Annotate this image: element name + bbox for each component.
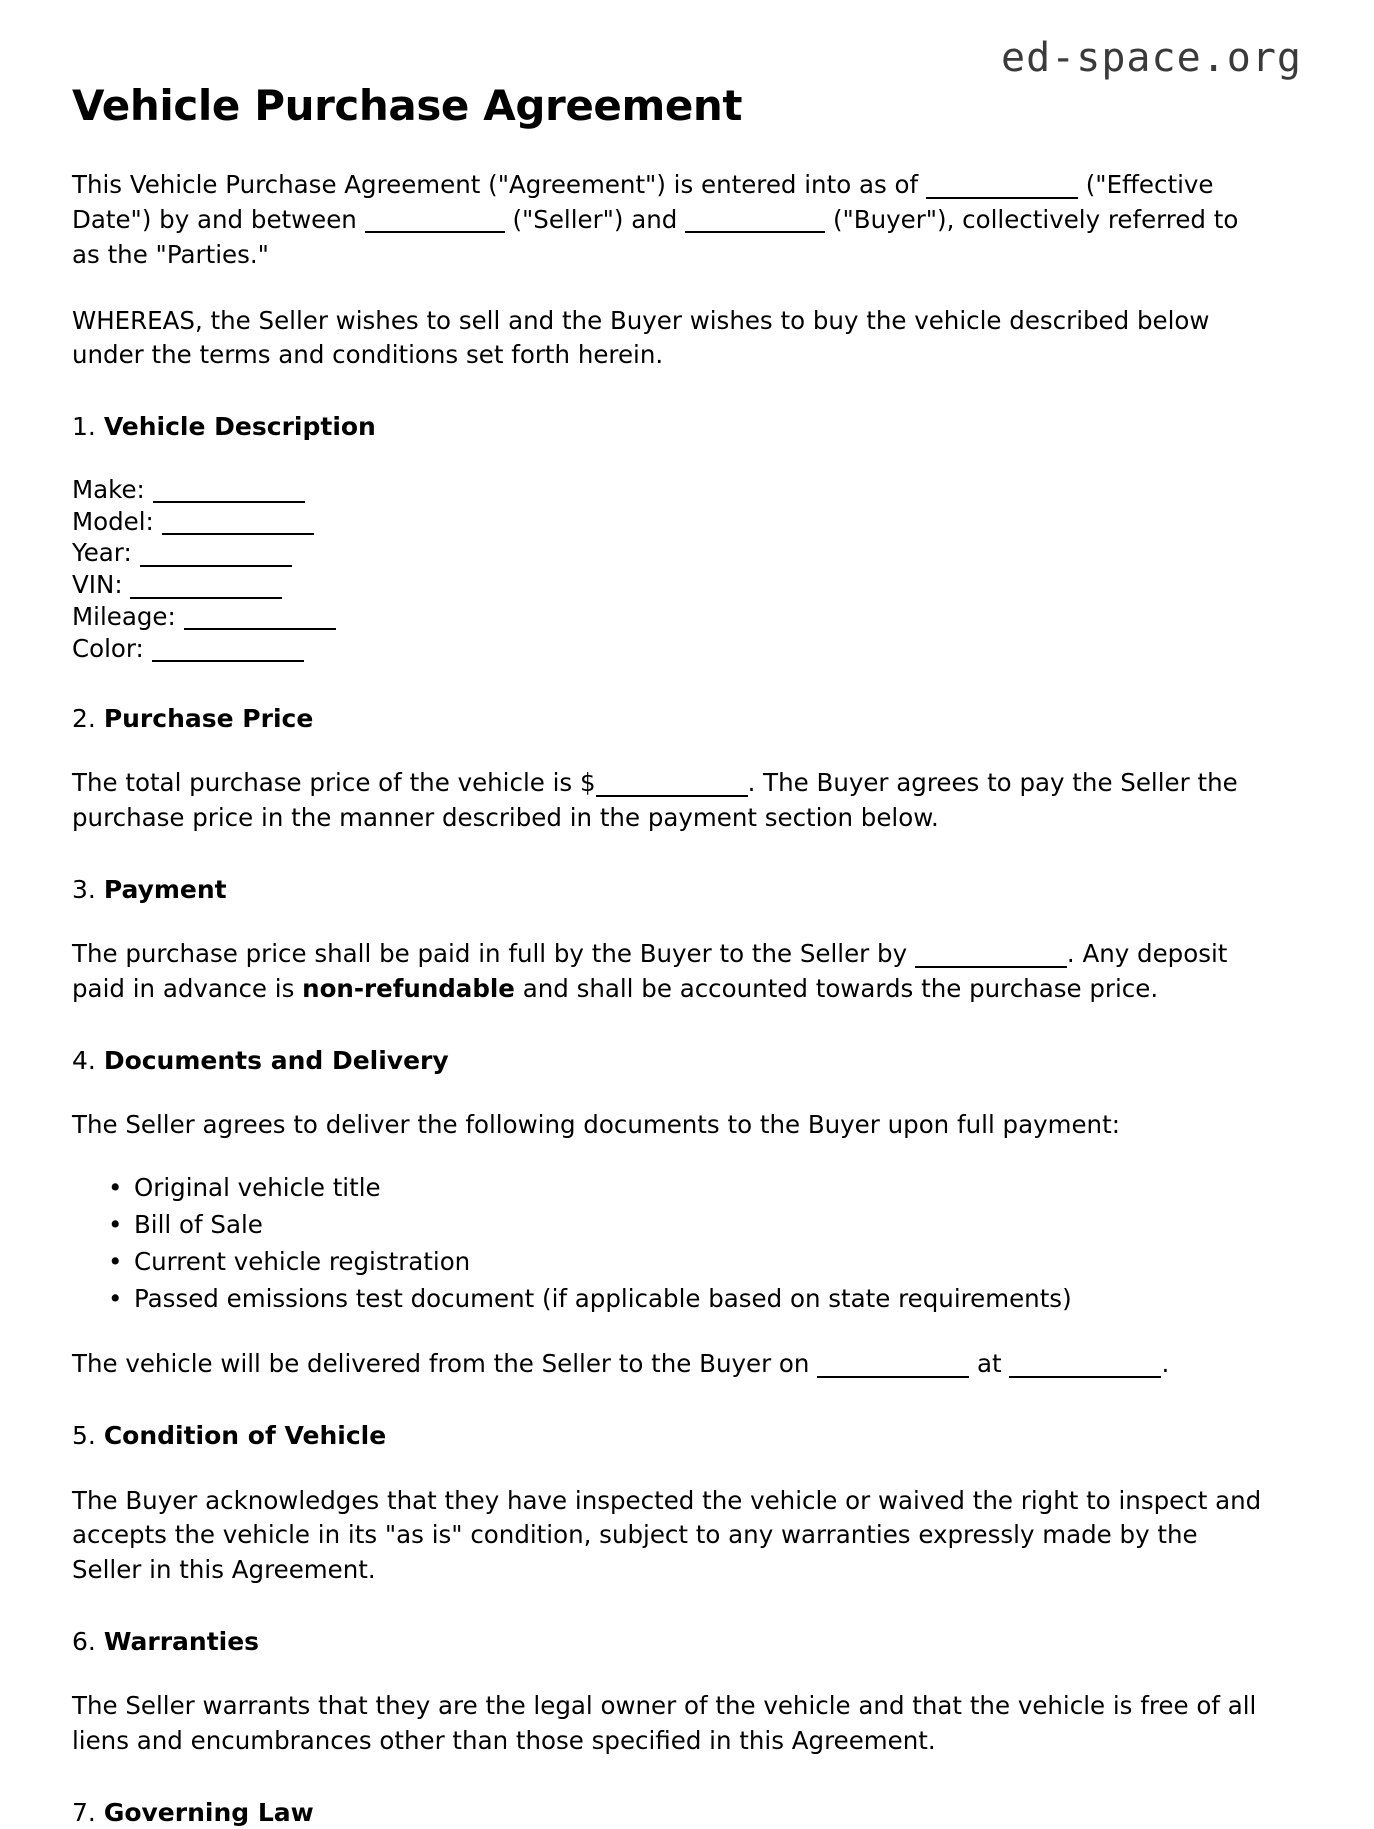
delivery-text-part1: The vehicle will be delivered from the Seller to the Buyer on [72, 1349, 810, 1379]
payment-paragraph [72, 937, 1262, 1007]
list-item: • Current vehicle registration [134, 1245, 1302, 1280]
documents-intro-paragraph: The Seller agrees to deliver the following documents to the Buyer upon full payment: [72, 1110, 1120, 1140]
purchase-price-text-part2: . The Buyer agrees to pay the Seller the purchase price in the manner described in the payment section below. [72, 768, 1238, 833]
field-row-vin [72, 569, 1302, 601]
vehicle-description-fields [72, 474, 1302, 665]
make-blank[interactable] [153, 475, 305, 503]
delivery-date-blank[interactable] [817, 1350, 969, 1378]
site-watermark: ed-space.org [1001, 35, 1302, 81]
section-number-4: 4. [72, 1045, 96, 1075]
section-heading-1 [72, 411, 1302, 444]
intro-text-part4: ("Buyer"), collectively referred to as the "Parties." [72, 205, 1239, 269]
list-item: • Bill of Sale [134, 1208, 1302, 1243]
section-heading-6 [72, 1626, 1302, 1659]
section-number-3: 3. [72, 874, 96, 904]
section-heading-4 [72, 1045, 1302, 1078]
vin-blank[interactable] [130, 571, 282, 599]
field-label-vin: VIN: [72, 570, 123, 600]
non-refundable-emphasis: non-refundable [302, 974, 515, 1004]
section-title-3: Payment [103, 874, 227, 904]
page-title: Vehicle Purchase Agreement [72, 81, 743, 130]
delivery-text-part3: . [1161, 1349, 1170, 1379]
intro-text-part2: ("Effective Date") by and between [72, 170, 1214, 235]
documents-delivery-list [72, 1171, 1302, 1316]
delivery-location-blank[interactable] [1009, 1350, 1161, 1378]
section-number-7: 7. [72, 1797, 96, 1827]
section-title-1: Vehicle Description [103, 412, 376, 442]
purchase-price-blank[interactable] [596, 769, 748, 797]
field-row-mileage [72, 601, 1302, 633]
field-label-mileage: Mileage: [72, 602, 176, 632]
purchase-price-paragraph [72, 766, 1262, 836]
field-label-color: Color: [72, 633, 144, 663]
delivery-paragraph [72, 1347, 1262, 1382]
purchase-price-text-part1: The total purchase price of the vehicle is $ [72, 768, 596, 798]
condition-paragraph: The Buyer acknowledges that they have inspected the vehicle or waived the right to inspect and accepts the vehicle in its "as is" condition, subject to any warranties expressly made by the Seller in this Agreement. [72, 1485, 1262, 1585]
delivery-text-part2: at [977, 1349, 1002, 1379]
section-heading-2 [72, 703, 1302, 736]
field-row-color [72, 633, 1302, 665]
intro-text-part1: This Vehicle Purchase Agreement ("Agreement") is entered into as of [72, 170, 919, 200]
section-number-6: 6. [72, 1626, 96, 1656]
section-heading-3 [72, 874, 1302, 907]
section-title-6: Warranties [103, 1626, 260, 1656]
payment-date-blank[interactable] [915, 940, 1067, 968]
section-title-2: Purchase Price [103, 703, 314, 733]
payment-text-part2: . Any deposit paid in advance is [72, 939, 1228, 1004]
list-item: • Original vehicle title [134, 1171, 1302, 1206]
whereas-paragraph: WHEREAS, the Seller wishes to sell and the Buyer wishes to buy the vehicle described below under the terms and conditions set forth herein. [72, 305, 1210, 370]
field-row-make [72, 474, 1302, 506]
seller-name-blank[interactable] [365, 206, 505, 234]
mileage-blank[interactable] [184, 603, 336, 631]
section-title-7: Governing Law [103, 1797, 314, 1827]
section-number-2: 2. [72, 703, 96, 733]
field-label-model: Model: [72, 506, 154, 536]
field-row-year [72, 537, 1302, 569]
intro-text-part3: ("Seller") and [512, 205, 678, 235]
effective-date-blank[interactable] [926, 171, 1078, 199]
section-number-1: 1. [72, 412, 96, 442]
section-heading-7 [72, 1797, 1302, 1829]
buyer-name-blank[interactable] [685, 206, 825, 234]
field-label-year: Year: [72, 538, 132, 568]
warranties-paragraph: The Seller warrants that they are the legal owner of the vehicle and that the vehicle is free of all liens and encumbrances other than those specified in this Agreement. [72, 1691, 1257, 1756]
field-row-model [72, 506, 1302, 538]
field-label-make: Make: [72, 474, 145, 504]
color-blank[interactable] [152, 635, 304, 663]
section-heading-5 [72, 1420, 1302, 1453]
list-item: • Passed emissions test document (if applicable based on state requirements) [134, 1282, 1302, 1317]
year-blank[interactable] [140, 539, 292, 567]
section-number-5: 5. [72, 1421, 96, 1451]
section-title-5: Condition of Vehicle [103, 1421, 387, 1451]
intro-paragraph [72, 168, 1262, 272]
model-blank[interactable] [162, 507, 314, 535]
section-title-4: Documents and Delivery [103, 1045, 449, 1075]
payment-text-part3: and shall be accounted towards the purchase price. [522, 974, 1159, 1004]
payment-text-part1: The purchase price shall be paid in full by the Buyer to the Seller by [72, 939, 908, 969]
